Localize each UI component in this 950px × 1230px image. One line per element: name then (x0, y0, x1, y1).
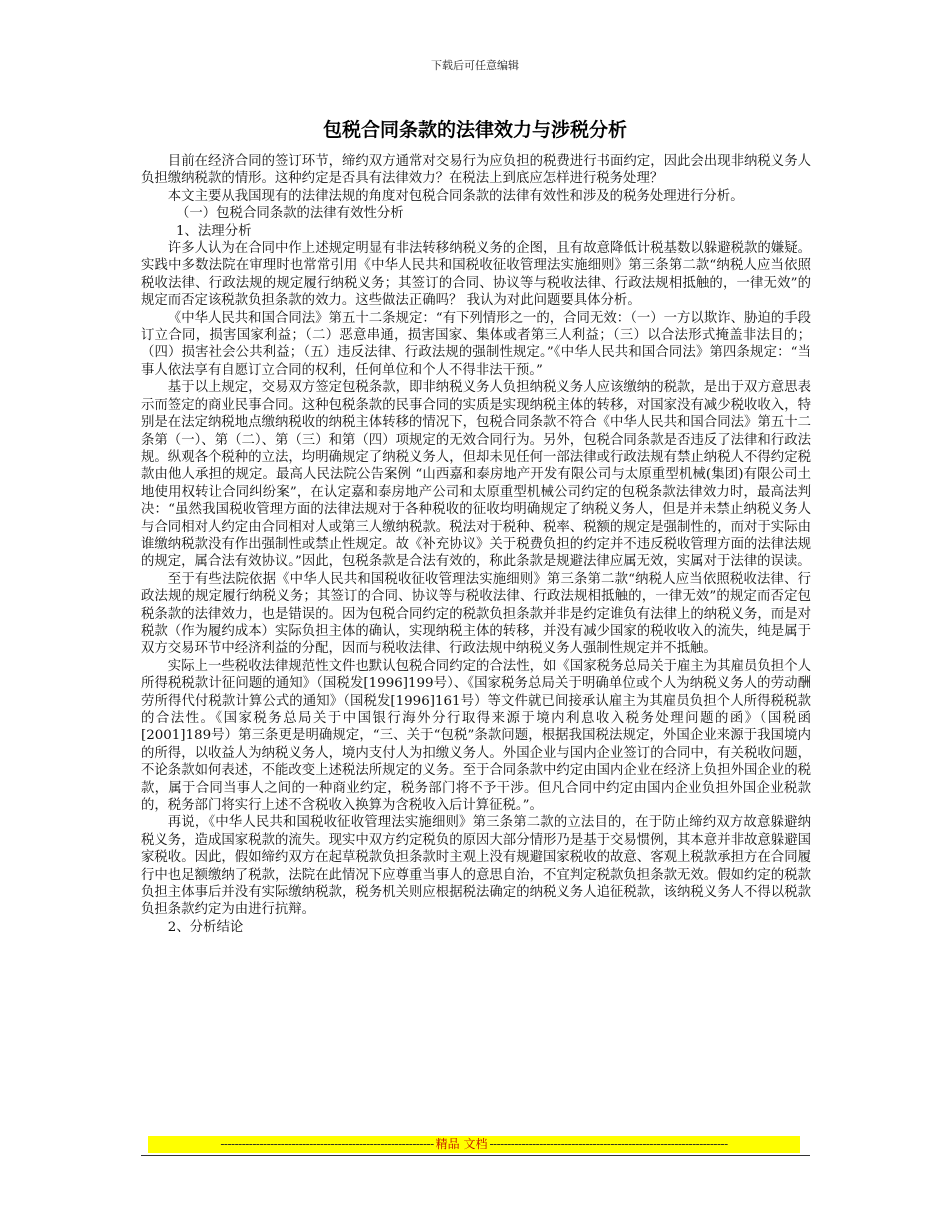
paragraph-scope: 本文主要从我国现有的法律法规的角度对包税合同条款的法律有效性和涉及的税务处理进行分析。 (167, 188, 744, 204)
footer-label: 精品 文档 (435, 1137, 488, 1151)
footer-dashes-left: ------------------------------------------------------------ (220, 1137, 434, 1151)
subsection-heading: 1、法理分析 (176, 223, 252, 239)
paragraph-body: 许多人认为在合同中作上述规定明显有非法转移纳税义务的企图，且有故意降低计税基数以躲避税款的嫌疑。实践中多数法院在审理时也常常引用《中华人民共和国税收征收管理法实施细则》第三条第二款“纳税人应当依照税收法律、行政法规的规定履行纳税义务；其签订的合同、协议等与税收法律、行政法规相抵触的，一律无效”的规定而否定该税款负担条款的效力。这些做法正确吗？ 我认为对此问题要具体分析。 (141, 241, 811, 309)
footer-dashes-right: ------------------------------------------------------------------- (489, 1137, 728, 1151)
paragraph-body: 再说，《中华人民共和国税收征收管理法实施细则》第三条第二款的立法目的，在于防止缔约双方故意躲避纳税义务，造成国家税款的流失。现实中双方约定税负的原因大部分情形乃是基于交易惯例，其本意并非故意躲避国家税收。因此，假如缔约双方在起草税款负担条款时主观上没有规避国家税收的故意、客观上税款承担方在合同履行中也足额缴纳了税款，法院在此情况下应尊重当事人的意思自治，不宜判定税款负担条款无效。假如约定的税款负担主体事后并没有实际缴纳税款，税务机关则应根据税法确定的纳税义务人追征税款，该纳税义务人不得以税款负担条款约定为由进行抗辩。 (141, 815, 811, 918)
paragraph-body: 实际上一些税收法律规范性文件也默认包税合同约定的合法性，如《国家税务总局关于雇主为其雇员负担个人所得税税款计征问题的通知》（国税发[1996]199号）、《国家税务总局关于明确单位或个人为纳税义务人的劳动酬劳所得代付税款计算公式的通知》（国税发[1996]161号）等文件就已间接承认雇主为其雇员负担个人所得税税款的合法性。《国家税务总局关于中国银行海外分行取得来源于境内利息收入税务处理问题的函》（国税函[2001]189号）第三条更是明确规定，“三、关于“包税”条款问题，根据我国税法规定，外国企业来源于我国境内的所得，以收益人为纳税义务人，境内支付人为扣缴义务人。外国企业与国内企业签订的合同中，有关税收问题，不论条款如何表述，不能改变上述税法所规定的义务。至于合同条款中约定由国内企业在经济上负担外国企业的税款，属于合同当事人之间的一种商业约定，税务部门将不予干涉。但凡合同中约定由国内企业负担外国企业税款的，税务部门将实行上述不含税收入换算为含税收入后计算征税。”。 (141, 658, 811, 814)
section-heading: （一）包税合同条款的法律有效性分析 (176, 206, 404, 222)
paragraph-intro: 目前在经济合同的签订环节，缔约双方通常对交易行为应负担的税费进行书面约定，因此会出现非纳税义务人负担缴纳税款的情形。这种约定是否具有法律效力？在税法上到底应怎样进行税务处理？ (141, 154, 811, 187)
footer-banner (148, 1136, 800, 1153)
document-body (141, 153, 811, 936)
subsection-heading: 2、分析结论 (167, 919, 244, 935)
paragraph-body: 《中华人民共和国合同法》第五十二条规定：“有下列情形之一的，合同无效：（一）一方以欺诈、胁迫的手段订立合同，损害国家利益；（二）恶意串通，损害国家、集体或者第三人利益；（三）以合法形式掩盖非法目的；（四）损害社会公共利益；（五）违反法律、行政法规的强制性规定。”《中华人民共和国合同法》第四条规定：“当事人依法享有自愿订立合同的权利，任何单位和个人不得非法干预。” (141, 310, 811, 378)
paragraph-body: 基于以上规定，交易双方签定包税条款，即非纳税义务人负担纳税义务人应该缴纳的税款，是出于双方意思表示而签定的商业民事合同。这种包税条款的民事合同的实质是实现纳税主体的转移，对国家没有减少税收收入，特别是在法定纳税地点缴纳税收的纳税主体转移的情况下，包税合同条款不符合《中华人民共和国合同法》第五十二条第（一）、第（二）、第（三）和第（四）项规定的无效合同行为。另外，包税合同条款是否违反了法律和行政法规。纵观各个税种的立法，均明确规定了纳税义务人，但却未见任何一部法律或行政法规有禁止纳税人不得约定税款由他人承担的规定。最高人民法院公告案例 “山西嘉和泰房地产开发有限公司与太原重型机械(集团)有限公司土地使用权转让合同纠纷案”，在认定嘉和泰房地产公司和太原重型机械公司约定的包税条款法律效力时，最高法判决：“虽然我国税收管理方面的法律法规对于各种税收的征收均明确规定了纳税义务人，但是并未禁止纳税义务人与合同相对人约定由合同相对人或第三人缴纳税款。税法对于税种、税率、税额的规定是强制性的，而对于实际由谁缴纳税款没有作出强制性或禁止性规定。故《补充协议》关于税费负担的约定并不违反税收管理方面的法律法规的规定，属合法有效协议。”因此，包税条款是合法有效的，称此条款是规避法律应属无效，实属对于法律的误读。 (141, 380, 811, 570)
footer-rule (141, 1155, 810, 1156)
document-title: 包税合同条款的法律效力与涉税分析 (322, 119, 627, 141)
paragraph-body: 至于有些法院依据《中华人民共和国税收征收管理法实施细则》第三条第二款“纳税人应当依照税收法律、行政法规的规定履行纳税义务；其签订的合同、协议等与税收法律、行政法规相抵触的，一律无效”的规定而否定包税条款的法律效力，也是错误的。因为包税合同约定的税款负担条款并非是约定谁负有法律上的纳税义务，而是对税款（作为履约成本）实际负担主体的确认，实现纳税主体的转移，并没有减少国家的税收收入的流失，纯是属于双方交易环节中经济利益的分配，因而与税收法律、行政法规中纳税义务人强制性规定并不抵触。 (141, 571, 811, 657)
download-note: 下载后可任意编辑 (431, 59, 519, 72)
